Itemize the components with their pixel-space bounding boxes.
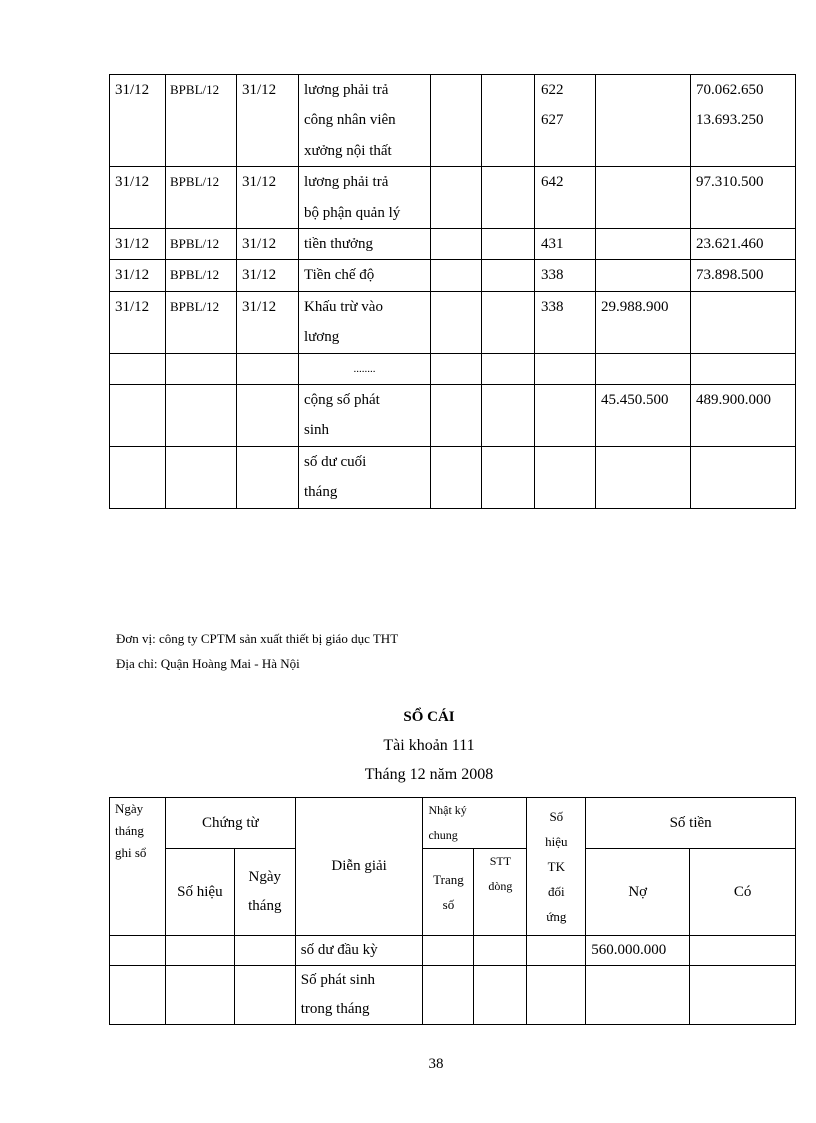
header-voucher: Chứng từ [165, 798, 295, 849]
header-date: Ngày tháng ghi sổ [110, 798, 166, 936]
ledger-month: Tháng 12 năm 2008 [364, 766, 494, 783]
company-address: Địa chỉ: Quận Hoàng Mai - Hà Nội [116, 656, 300, 671]
ledger-title: SỔ CÁI [403, 709, 455, 725]
header-description: Diễn giải [295, 798, 423, 936]
table-row: 31/12 BPBL/12 31/12 lương phải trả bộ phận quản lý 642 97.310.500 [110, 167, 796, 229]
total-row: cộng số phát sinh 45.450.500 489.900.000 [110, 385, 796, 447]
ellipsis-text: ........ [299, 353, 431, 384]
header-journal: Nhật ký chung [423, 798, 527, 849]
header-debit: Nợ [586, 849, 690, 936]
header-row [110, 849, 796, 936]
general-ledger-table [109, 797, 796, 1025]
header-account-no: Số hiệu TK đối ứng [527, 798, 586, 936]
ledger-account: Tài khoản 111 [383, 737, 475, 754]
ledger-continuation-table [109, 74, 796, 509]
table-row: 31/12 BPBL/12 31/12 lương phải trả công nhân viên xưởng nội thất 622 627 70.062.650 13.693.250 [110, 75, 796, 167]
header-voucher-no: Số hiệu [165, 849, 234, 936]
header-row [110, 798, 796, 849]
table-row: 31/12 BPBL/12 31/12 tiền thưởng 431 23.621.460 [110, 229, 796, 260]
page-number: 38 [428, 1056, 444, 1072]
table-row: số dư đầu kỳ 560.000.000 [110, 936, 796, 966]
closing-balance-row: số dư cuối tháng [110, 446, 796, 508]
header-page: Trang số [423, 849, 474, 936]
company-unit: Đơn vị: công ty CPTM sản xuất thiết bị giáo dục THT [116, 631, 399, 646]
table-row: Số phát sinh trong tháng [110, 966, 796, 1025]
table-row: 31/12 BPBL/12 31/12 Tiền chế độ 338 73.898.500 [110, 260, 796, 291]
table-row: 31/12 BPBL/12 31/12 Khấu trừ vào lương 338 29.988.900 [110, 291, 796, 353]
table-row [110, 353, 796, 384]
header-voucher-date: Ngày tháng [234, 849, 295, 936]
header-line: STT dòng [474, 849, 527, 936]
header-credit: Có [690, 849, 796, 936]
header-amount: Số tiền [586, 798, 796, 849]
